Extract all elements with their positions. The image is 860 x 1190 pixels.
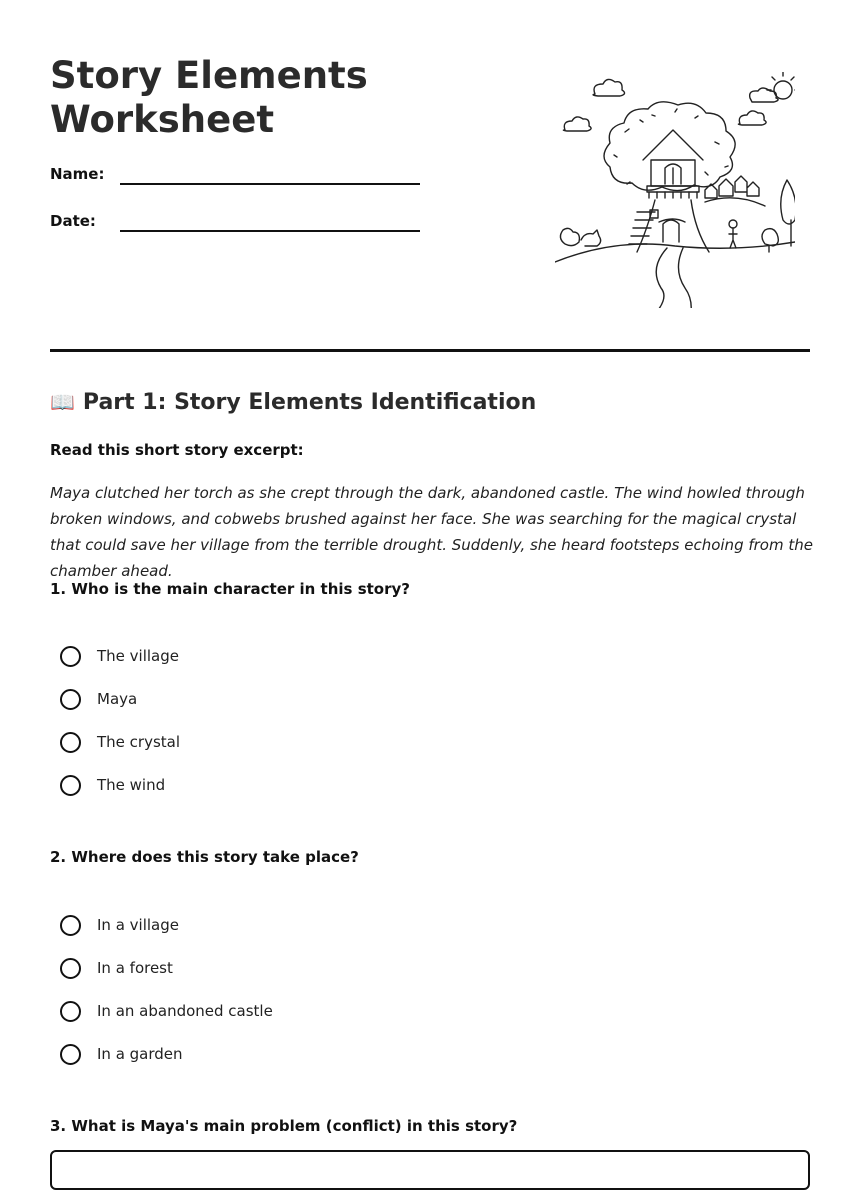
option-label: The crystal bbox=[97, 733, 181, 751]
page-title: Story Elements Worksheet bbox=[50, 54, 368, 141]
part1-heading bbox=[50, 390, 536, 415]
radio-circle[interactable] bbox=[60, 915, 81, 936]
radio-circle[interactable] bbox=[60, 689, 81, 710]
date-field bbox=[50, 212, 120, 230]
option-label: In a village bbox=[97, 916, 179, 934]
option-label: The village bbox=[97, 647, 179, 665]
option-label: Maya bbox=[97, 690, 138, 708]
q1-option-3[interactable] bbox=[60, 729, 180, 755]
radio-circle[interactable] bbox=[60, 646, 81, 667]
q2-option-4[interactable] bbox=[60, 1041, 183, 1067]
name-field bbox=[50, 165, 120, 183]
story-excerpt: Maya clutched her torch as she crept through the dark, abandoned castle. The wind howled through broken windows, and cobwebs brushed against her face. She was searching for the magical crystal that could save her village from the terrible drought. Suddenly, she heard footsteps echoing from the chamber ahead. bbox=[50, 484, 813, 580]
name-label: Name: bbox=[50, 165, 105, 183]
excerpt-intro: Read this short story excerpt: bbox=[50, 441, 304, 459]
question-3: 3. What is Maya's main problem (conflict) in this story? bbox=[50, 1117, 518, 1135]
radio-circle[interactable] bbox=[60, 775, 81, 796]
date-line[interactable] bbox=[120, 230, 420, 232]
question-2: 2. Where does this story take place? bbox=[50, 848, 359, 866]
option-label: In a forest bbox=[97, 959, 173, 977]
q2-option-3[interactable] bbox=[60, 998, 273, 1024]
treehouse-illustration bbox=[555, 72, 795, 308]
q1-option-2[interactable] bbox=[60, 686, 137, 712]
option-label: The wind bbox=[97, 776, 166, 794]
radio-circle[interactable] bbox=[60, 732, 81, 753]
name-line[interactable] bbox=[120, 183, 420, 185]
option-label: In a garden bbox=[97, 1045, 183, 1063]
book-icon: 📖 bbox=[50, 390, 75, 414]
q2-option-1[interactable] bbox=[60, 912, 179, 938]
question-1: 1. Who is the main character in this story? bbox=[50, 580, 410, 598]
q1-option-4[interactable] bbox=[60, 772, 165, 798]
answer-box[interactable] bbox=[50, 1150, 810, 1190]
q1-option-1[interactable] bbox=[60, 643, 179, 669]
option-label: In an abandoned castle bbox=[97, 1002, 273, 1020]
radio-circle[interactable] bbox=[60, 1044, 81, 1065]
date-label: Date: bbox=[50, 212, 96, 230]
part1-heading-text: Part 1: Story Elements Identification bbox=[82, 390, 537, 415]
q2-option-2[interactable] bbox=[60, 955, 173, 981]
section-divider bbox=[50, 349, 810, 352]
radio-circle[interactable] bbox=[60, 958, 81, 979]
radio-circle[interactable] bbox=[60, 1001, 81, 1022]
